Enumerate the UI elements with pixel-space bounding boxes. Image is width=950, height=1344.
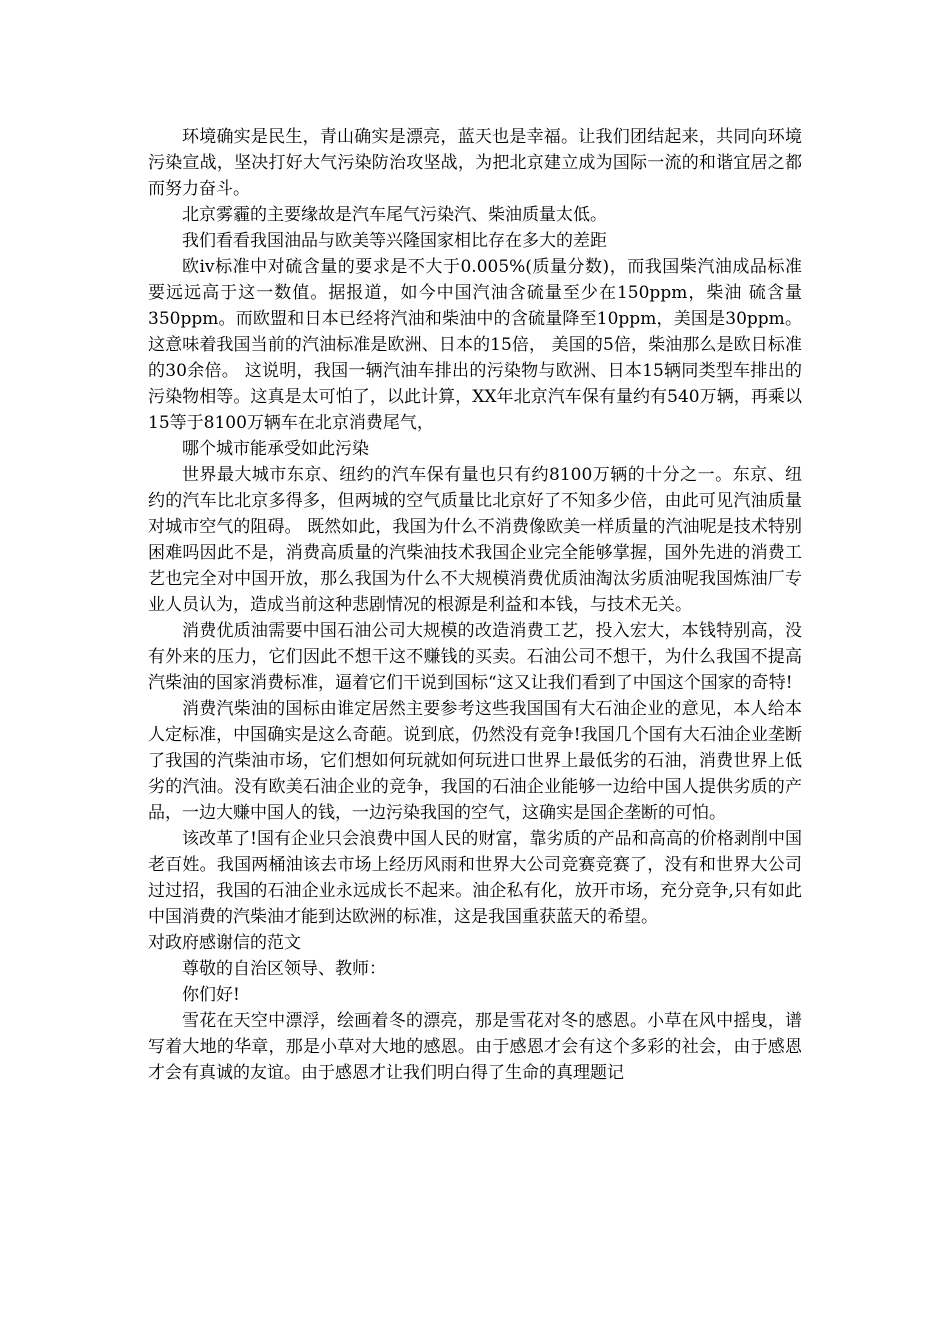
section-heading: 对政府感谢信的范文 (148, 933, 301, 953)
paragraph-9: 该改革了!国有企业只会浪费中国人民的财富，靠劣质的产品和高高的价格剥削中国老百姓。我国两桶油该去市场上经历风雨和世界大公司竞赛竞赛了，没有和世界大公司过过招，我国的石油企业永远成长不起来。油企私有化，放开市场，充分竞争,只有如此中国消费的汽柴油才能到达欧洲的标准，这是我国重获蓝天的希望。 (148, 829, 802, 927)
document-body (148, 124, 802, 1086)
paragraph-3: 我们看看我国油品与欧美等兴隆国家相比存在多大的差距 (182, 231, 607, 251)
paragraph-5: 哪个城市能承受如此污染 (182, 439, 369, 459)
paragraph-4: 欧ⅳ标准中对硫含量的要求是不大于0.005%(质量分数)，而我国柴汽油成品标准要远远高于这一数值。据报道，如今中国汽油含硫量至少在150ppm，柴油 硫含量350ppm。而欧盟和日本已经将汽油和柴油中的含硫量降至10ppm，美国是30ppm。这意味着我国当前的汽油标准是欧洲、日本的15倍， 美国的5倍，柴油那么是欧日标准的30余倍。 这说明，我国一辆汽油车排出的污染物与欧洲、日本15辆同类型车排出的污染物相等。这真是太可怕了，以此计算，XX年北京汽车保有量约有540万辆，再乘以15等于8100万辆车在北京消费尾气， (148, 257, 802, 433)
paragraph-6: 世界最大城市东京、纽约的汽车保有量也只有约8100万辆的十分之一。东京、纽约的汽车比北京多得多，但两城的空气质量比北京好了不知多少倍，由此可见汽油质量对城市空气的阻碍。 既然如此，我国为什么不消费像欧美一样质量的汽油呢是技术特别困难吗因此不是，消费高质量的汽柴油技术我国企业完全能够掌握，国外先进的消费工艺也完全对中国开放，那么我国为什么不大规模消费优质油淘汰劣质油呢我国炼油厂专业人员认为，造成当前这种悲剧情况的根源是利益和本钱，与技术无关。 (148, 465, 802, 615)
letter-salutation: 尊敬的自治区领导、教师： (182, 959, 386, 979)
paragraph-2: 北京雾霾的主要缘故是汽车尾气污染汽、柴油质量太低。 (182, 205, 607, 225)
paragraph-1: 环境确实是民生，青山确实是漂亮，蓝天也是幸福。让我们团结起来，共同向环境污染宣战，坚决打好大气污染防治攻坚战，为把北京建立成为国际一流的和谐宜居之都而努力奋斗。 (148, 127, 802, 199)
letter-greeting: 你们好! (182, 985, 240, 1005)
paragraph-8: 消费汽柴油的国标由谁定居然主要参考这些我国国有大石油企业的意见，本人给本人定标准，中国确实是这么奇葩。说到底，仍然没有竞争!我国几个国有大石油企业垄断了我国的汽柴油市场，它们想如何玩就如何玩进口世界上最低劣的石油，消费世界上低劣的汽油。没有欧美石油企业的竞争，我国的石油企业能够一边给中国人提供劣质的产品，一边大赚中国人的钱，一边污染我国的空气，这确实是国企垄断的可怕。 (148, 699, 802, 823)
paragraph-7: 消费优质油需要中国石油公司大规模的改造消费工艺，投入宏大，本钱特别高，没有外来的压力，它们因此不想干这不赚钱的买卖。石油公司不想干，为什么我国不提高汽柴油的国家消费标准，逼着它们干说到国标“这又让我们看到了中国这个国家的奇特! (148, 621, 802, 693)
letter-body: 雪花在天空中漂浮，绘画着冬的漂亮，那是雪花对冬的感恩。小草在风中摇曳，谱写着大地的华章，那是小草对大地的感恩。由于感恩才会有这个多彩的社会，由于感恩才会有真诚的友谊。由于感恩才让我们明白得了生命的真理题记 (148, 1011, 802, 1083)
